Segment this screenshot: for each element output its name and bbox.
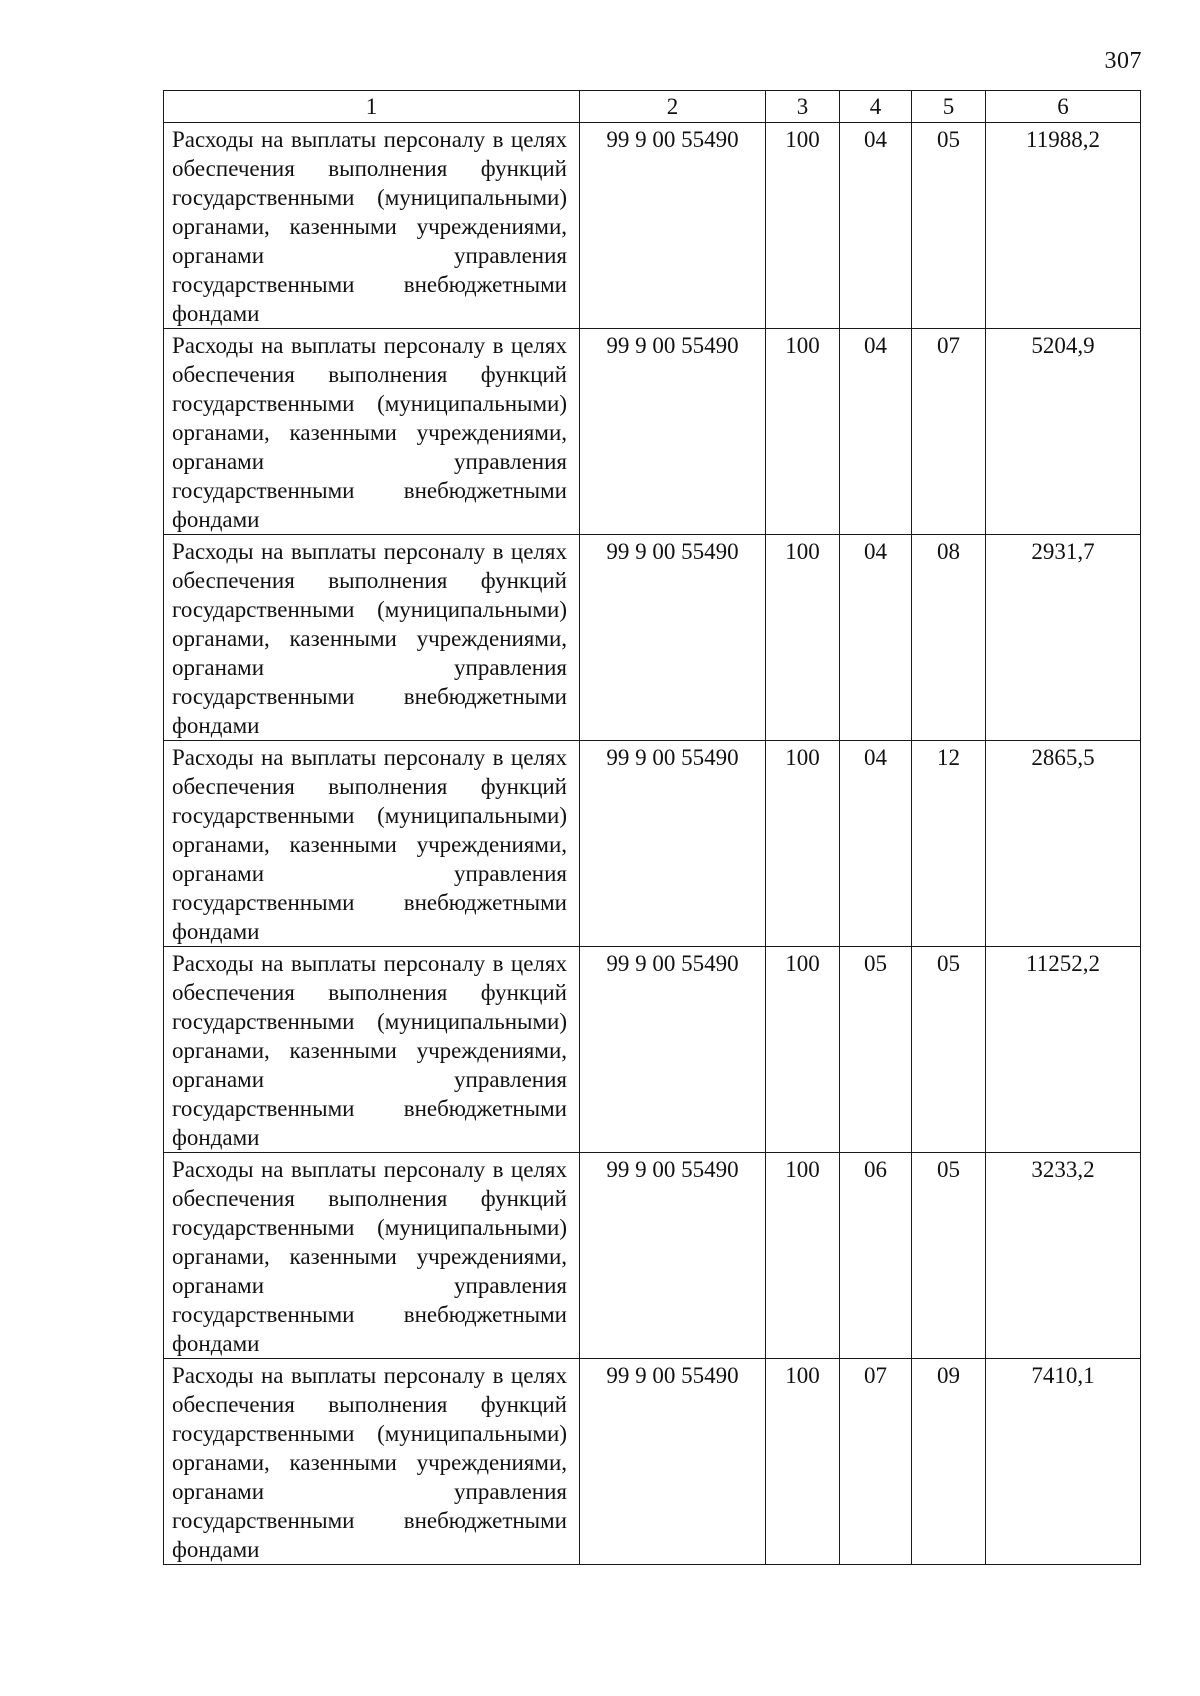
expense-type-cell: 100 bbox=[766, 329, 840, 535]
section-cell: 06 bbox=[840, 1153, 912, 1359]
header-cell-1: 1 bbox=[164, 91, 580, 123]
table-body bbox=[164, 123, 1141, 1565]
expense-type-cell: 100 bbox=[766, 947, 840, 1153]
amount-cell: 2931,7 bbox=[986, 535, 1141, 741]
table-row bbox=[164, 329, 1141, 535]
page-number: 307 bbox=[1104, 48, 1142, 74]
subsection-cell: 12 bbox=[912, 741, 986, 947]
description-cell: Расходы на выплаты персоналу в целях обеспечения выполнения функций государственными (муниципальными) органами, казенными учреждениями, органами управления государственными внебюджетными фондами bbox=[164, 1153, 580, 1359]
amount-cell: 11252,2 bbox=[986, 947, 1141, 1153]
table-header bbox=[164, 91, 1141, 123]
description-cell: Расходы на выплаты персоналу в целях обеспечения выполнения функций государственными (муниципальными) органами, казенными учреждениями, органами управления государственными внебюджетными фондами bbox=[164, 535, 580, 741]
table-row bbox=[164, 1153, 1141, 1359]
section-cell: 07 bbox=[840, 1359, 912, 1565]
expense-type-cell: 100 bbox=[766, 741, 840, 947]
target-code-cell: 99 9 00 55490 bbox=[580, 329, 766, 535]
section-cell: 04 bbox=[840, 535, 912, 741]
target-code-cell: 99 9 00 55490 bbox=[580, 741, 766, 947]
section-cell: 04 bbox=[840, 329, 912, 535]
table-row bbox=[164, 947, 1141, 1153]
header-cell-2: 2 bbox=[580, 91, 766, 123]
amount-cell: 5204,9 bbox=[986, 329, 1141, 535]
section-cell: 05 bbox=[840, 947, 912, 1153]
target-code-cell: 99 9 00 55490 bbox=[580, 1359, 766, 1565]
expense-type-cell: 100 bbox=[766, 1359, 840, 1565]
table-row bbox=[164, 535, 1141, 741]
header-cell-4: 4 bbox=[840, 91, 912, 123]
target-code-cell: 99 9 00 55490 bbox=[580, 947, 766, 1153]
description-cell: Расходы на выплаты персоналу в целях обеспечения выполнения функций государственными (муниципальными) органами, казенными учреждениями, органами управления государственными внебюджетными фондами bbox=[164, 329, 580, 535]
subsection-cell: 08 bbox=[912, 535, 986, 741]
header-cell-5: 5 bbox=[912, 91, 986, 123]
target-code-cell: 99 9 00 55490 bbox=[580, 1153, 766, 1359]
expense-type-cell: 100 bbox=[766, 123, 840, 329]
description-cell: Расходы на выплаты персоналу в целях обеспечения выполнения функций государственными (муниципальными) органами, казенными учреждениями, органами управления государственными внебюджетными фондами bbox=[164, 947, 580, 1153]
amount-cell: 11988,2 bbox=[986, 123, 1141, 329]
subsection-cell: 09 bbox=[912, 1359, 986, 1565]
header-cell-6: 6 bbox=[986, 91, 1141, 123]
amount-cell: 3233,2 bbox=[986, 1153, 1141, 1359]
description-cell: Расходы на выплаты персоналу в целях обеспечения выполнения функций государственными (муниципальными) органами, казенными учреждениями, органами управления государственными внебюджетными фондами bbox=[164, 1359, 580, 1565]
description-cell: Расходы на выплаты персоналу в целях обеспечения выполнения функций государственными (муниципальными) органами, казенными учреждениями, органами управления государственными внебюджетными фондами bbox=[164, 123, 580, 329]
amount-cell: 2865,5 bbox=[986, 741, 1141, 947]
table-row bbox=[164, 741, 1141, 947]
subsection-cell: 07 bbox=[912, 329, 986, 535]
subsection-cell: 05 bbox=[912, 1153, 986, 1359]
section-cell: 04 bbox=[840, 123, 912, 329]
budget-table bbox=[163, 90, 1141, 1565]
amount-cell: 7410,1 bbox=[986, 1359, 1141, 1565]
subsection-cell: 05 bbox=[912, 123, 986, 329]
target-code-cell: 99 9 00 55490 bbox=[580, 123, 766, 329]
expense-type-cell: 100 bbox=[766, 1153, 840, 1359]
expense-type-cell: 100 bbox=[766, 535, 840, 741]
section-cell: 04 bbox=[840, 741, 912, 947]
target-code-cell: 99 9 00 55490 bbox=[580, 535, 766, 741]
subsection-cell: 05 bbox=[912, 947, 986, 1153]
header-row bbox=[164, 91, 1141, 123]
table-row bbox=[164, 123, 1141, 329]
header-cell-3: 3 bbox=[766, 91, 840, 123]
description-cell: Расходы на выплаты персоналу в целях обеспечения выполнения функций государственными (муниципальными) органами, казенными учреждениями, органами управления государственными внебюджетными фондами bbox=[164, 741, 580, 947]
table-row bbox=[164, 1359, 1141, 1565]
